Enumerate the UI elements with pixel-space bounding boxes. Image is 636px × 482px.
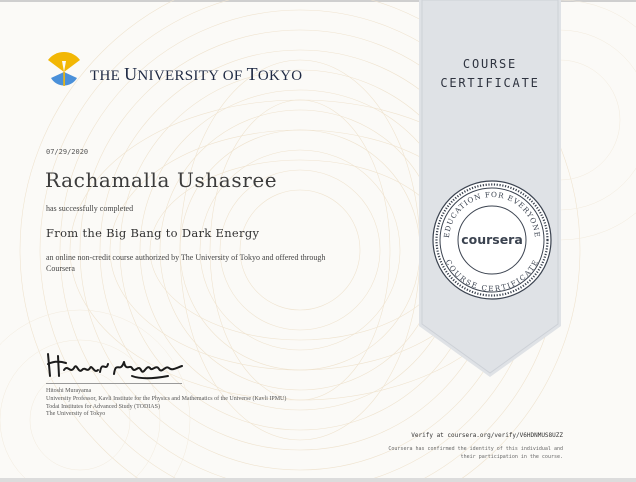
signature-line	[46, 383, 182, 384]
seal-brand: coursera	[461, 232, 523, 247]
course-title: From the Big Bang to Dark Energy	[46, 226, 260, 240]
ribbon-title-line: CERTIFICATE	[440, 76, 540, 90]
verification-url: Verify at coursera.org/verify/V6HDNMUS8UZZ	[411, 432, 563, 439]
signer-name: Hitoshi Murayama	[46, 388, 92, 394]
course-description	[46, 252, 366, 274]
recipient-name: Rachamalla Ushasree	[45, 168, 278, 192]
description-line: an online non-credit course authorized by The University of Tokyo and offered through	[46, 253, 326, 262]
university-name: THE UNIVERSITY OF TOKYO	[90, 64, 303, 84]
completion-text: has successfully completed	[46, 204, 134, 213]
ginkgo-leaf-icon	[46, 52, 82, 88]
seal-bottom-text: COURSE CERTIFICATE	[444, 257, 540, 293]
signer-title: University Professor, Kavli Institute for the Physics and Mathematics of the Universe (Kavli IPMU)	[46, 395, 287, 402]
signer-title: The University of Tokyo	[46, 411, 106, 418]
ribbon-title-line: COURSE	[462, 57, 518, 71]
verification-note	[343, 445, 563, 461]
issue-date: 07/29/2020	[46, 148, 89, 156]
signature	[44, 346, 190, 382]
coursera-seal	[431, 179, 553, 301]
verification-note-line: their participation in the course.	[460, 454, 563, 460]
bottom-border	[0, 478, 636, 482]
verification-note-line: Coursera has confirmed the identity of this individual and	[388, 446, 563, 452]
description-line: Coursera	[46, 264, 75, 273]
seal-top-text: EDUCATION FOR EVERYONE	[441, 189, 543, 239]
ribbon-title	[419, 55, 561, 93]
signer-details	[46, 388, 386, 419]
signer-title: Todai Institutes for Advanced Study (TODIAS)	[46, 403, 160, 410]
